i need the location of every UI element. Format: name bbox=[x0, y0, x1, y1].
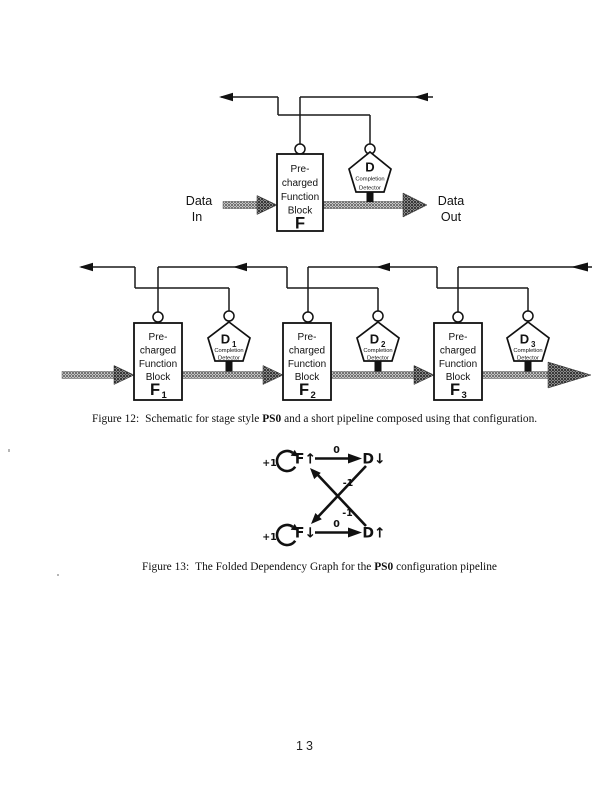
node-d-down: D↓ bbox=[362, 451, 386, 468]
data-arrowhead bbox=[263, 366, 283, 385]
detector-label-sub: 3 bbox=[531, 340, 536, 349]
data-in-label: In bbox=[191, 210, 203, 224]
detector-bubble bbox=[224, 311, 234, 321]
detector-label: D bbox=[220, 331, 231, 347]
block-line: charged bbox=[288, 345, 326, 357]
block-label: F bbox=[294, 214, 306, 233]
feedback-arrowhead bbox=[233, 263, 247, 271]
page-number: 13 bbox=[296, 739, 316, 753]
block-label-sub: 2 bbox=[310, 390, 316, 401]
block-line: Function bbox=[438, 359, 478, 370]
block-label-sub: 3 bbox=[461, 390, 467, 401]
scan-speck bbox=[57, 574, 59, 576]
detector-line: Detector bbox=[517, 355, 539, 362]
caption-bold-term: PS0 bbox=[374, 561, 394, 573]
data-out-arrowhead bbox=[548, 362, 591, 388]
fig12-pipeline-diagram bbox=[62, 263, 592, 402]
node-f-down: F↓ bbox=[294, 525, 317, 542]
data-arrowhead bbox=[114, 366, 134, 385]
right-feedback-arrowhead bbox=[414, 93, 428, 101]
block-line: Block bbox=[287, 205, 313, 217]
block-label: F bbox=[298, 381, 310, 399]
edge-arrowhead bbox=[348, 528, 362, 538]
caption-bold-term: PS0 bbox=[262, 413, 282, 425]
block-line: Pre- bbox=[297, 332, 317, 343]
data-in-label: Data bbox=[185, 194, 213, 208]
data-out-shaft bbox=[322, 202, 404, 209]
block-line: Block bbox=[294, 372, 320, 383]
detector-line: Detector bbox=[359, 185, 381, 192]
block-line: Block bbox=[445, 372, 471, 383]
left-feedback-arrowhead bbox=[219, 93, 233, 101]
data-shaft bbox=[482, 372, 550, 379]
block-line: charged bbox=[139, 345, 177, 357]
detector-line: Completion bbox=[214, 348, 244, 354]
edge-weight: -1 bbox=[342, 478, 354, 489]
block-line: Function bbox=[280, 192, 320, 203]
detector-bubble bbox=[373, 311, 383, 321]
detector-label: D bbox=[365, 159, 375, 175]
detector-tap bbox=[367, 192, 374, 202]
precharge-bubble bbox=[295, 144, 305, 154]
node-d-up: D↑ bbox=[362, 525, 386, 542]
data-in-shaft bbox=[223, 202, 258, 209]
caption-text: Schematic for stage style bbox=[145, 413, 260, 425]
block-line: Block bbox=[145, 372, 171, 383]
block-line: Pre- bbox=[148, 332, 168, 343]
block-line: Pre- bbox=[290, 164, 310, 175]
detector-label-sub: 2 bbox=[381, 340, 386, 349]
detector-tap bbox=[375, 361, 382, 372]
data-out-label: Out bbox=[440, 210, 462, 224]
fig13-dependency-graph bbox=[262, 445, 385, 545]
feedback-arrowhead bbox=[376, 263, 390, 271]
precharge-bubble bbox=[303, 312, 313, 322]
caption-text: The Folded Dependency Graph for the bbox=[195, 561, 372, 573]
feedback-arrowhead bbox=[79, 263, 93, 271]
data-shaft bbox=[62, 372, 115, 379]
block-label: F bbox=[149, 381, 161, 399]
edge-dup-fup bbox=[316, 473, 366, 526]
detector-label: D bbox=[369, 331, 380, 347]
detector-label: D bbox=[519, 331, 530, 347]
feedback-wires bbox=[81, 267, 592, 312]
fig12-single-stage-diagram bbox=[186, 93, 464, 233]
block-line: Function bbox=[287, 359, 327, 370]
detector-tap bbox=[525, 361, 532, 372]
figure13-caption-number: Figure 13: bbox=[142, 561, 190, 573]
detector-bubble bbox=[523, 311, 533, 321]
data-in-arrowhead bbox=[257, 196, 277, 215]
feedback-wires bbox=[221, 97, 433, 144]
detector-line: Completion bbox=[363, 348, 393, 354]
edge-weight: -1 bbox=[342, 508, 353, 519]
block-line: charged bbox=[439, 345, 477, 357]
block-line: Pre- bbox=[448, 332, 468, 343]
block-line: Function bbox=[138, 359, 178, 370]
edge-ddown-fdown bbox=[316, 466, 366, 519]
data-shaft bbox=[182, 372, 264, 379]
data-arrowhead bbox=[414, 366, 434, 385]
block-label: F bbox=[449, 381, 461, 399]
detector-tap bbox=[226, 361, 233, 372]
precharge-bubble bbox=[153, 312, 163, 322]
node-f-up: F↑ bbox=[294, 451, 317, 468]
figure13-caption bbox=[142, 561, 497, 573]
edge-weight: 0 bbox=[333, 445, 340, 456]
edge-arrowhead bbox=[348, 454, 362, 464]
edge-weight: 0 bbox=[333, 519, 340, 530]
data-out-arrowhead bbox=[403, 193, 427, 217]
detector-line: Detector bbox=[218, 355, 240, 362]
detector-label-sub: 1 bbox=[232, 340, 237, 349]
precharge-bubble bbox=[453, 312, 463, 322]
block-label-sub: 1 bbox=[161, 390, 167, 401]
scan-speck bbox=[8, 449, 10, 452]
feedback-arrowhead bbox=[571, 263, 588, 272]
data-shaft bbox=[331, 372, 415, 379]
self-loop-weight: +1 bbox=[262, 458, 277, 469]
detector-line: Detector bbox=[367, 355, 389, 362]
figure12-caption bbox=[92, 413, 537, 425]
detector-line: Completion bbox=[355, 176, 385, 183]
self-loop-weight: +1 bbox=[262, 532, 277, 543]
data-out-label: Data bbox=[437, 194, 465, 208]
caption-text: and a short pipeline composed using that configuration. bbox=[284, 413, 538, 425]
figure12-caption-number: Figure 12: bbox=[92, 413, 140, 425]
detector-line: Completion bbox=[513, 348, 543, 354]
block-line: charged bbox=[281, 178, 319, 189]
caption-text: configuration pipeline bbox=[396, 561, 497, 573]
